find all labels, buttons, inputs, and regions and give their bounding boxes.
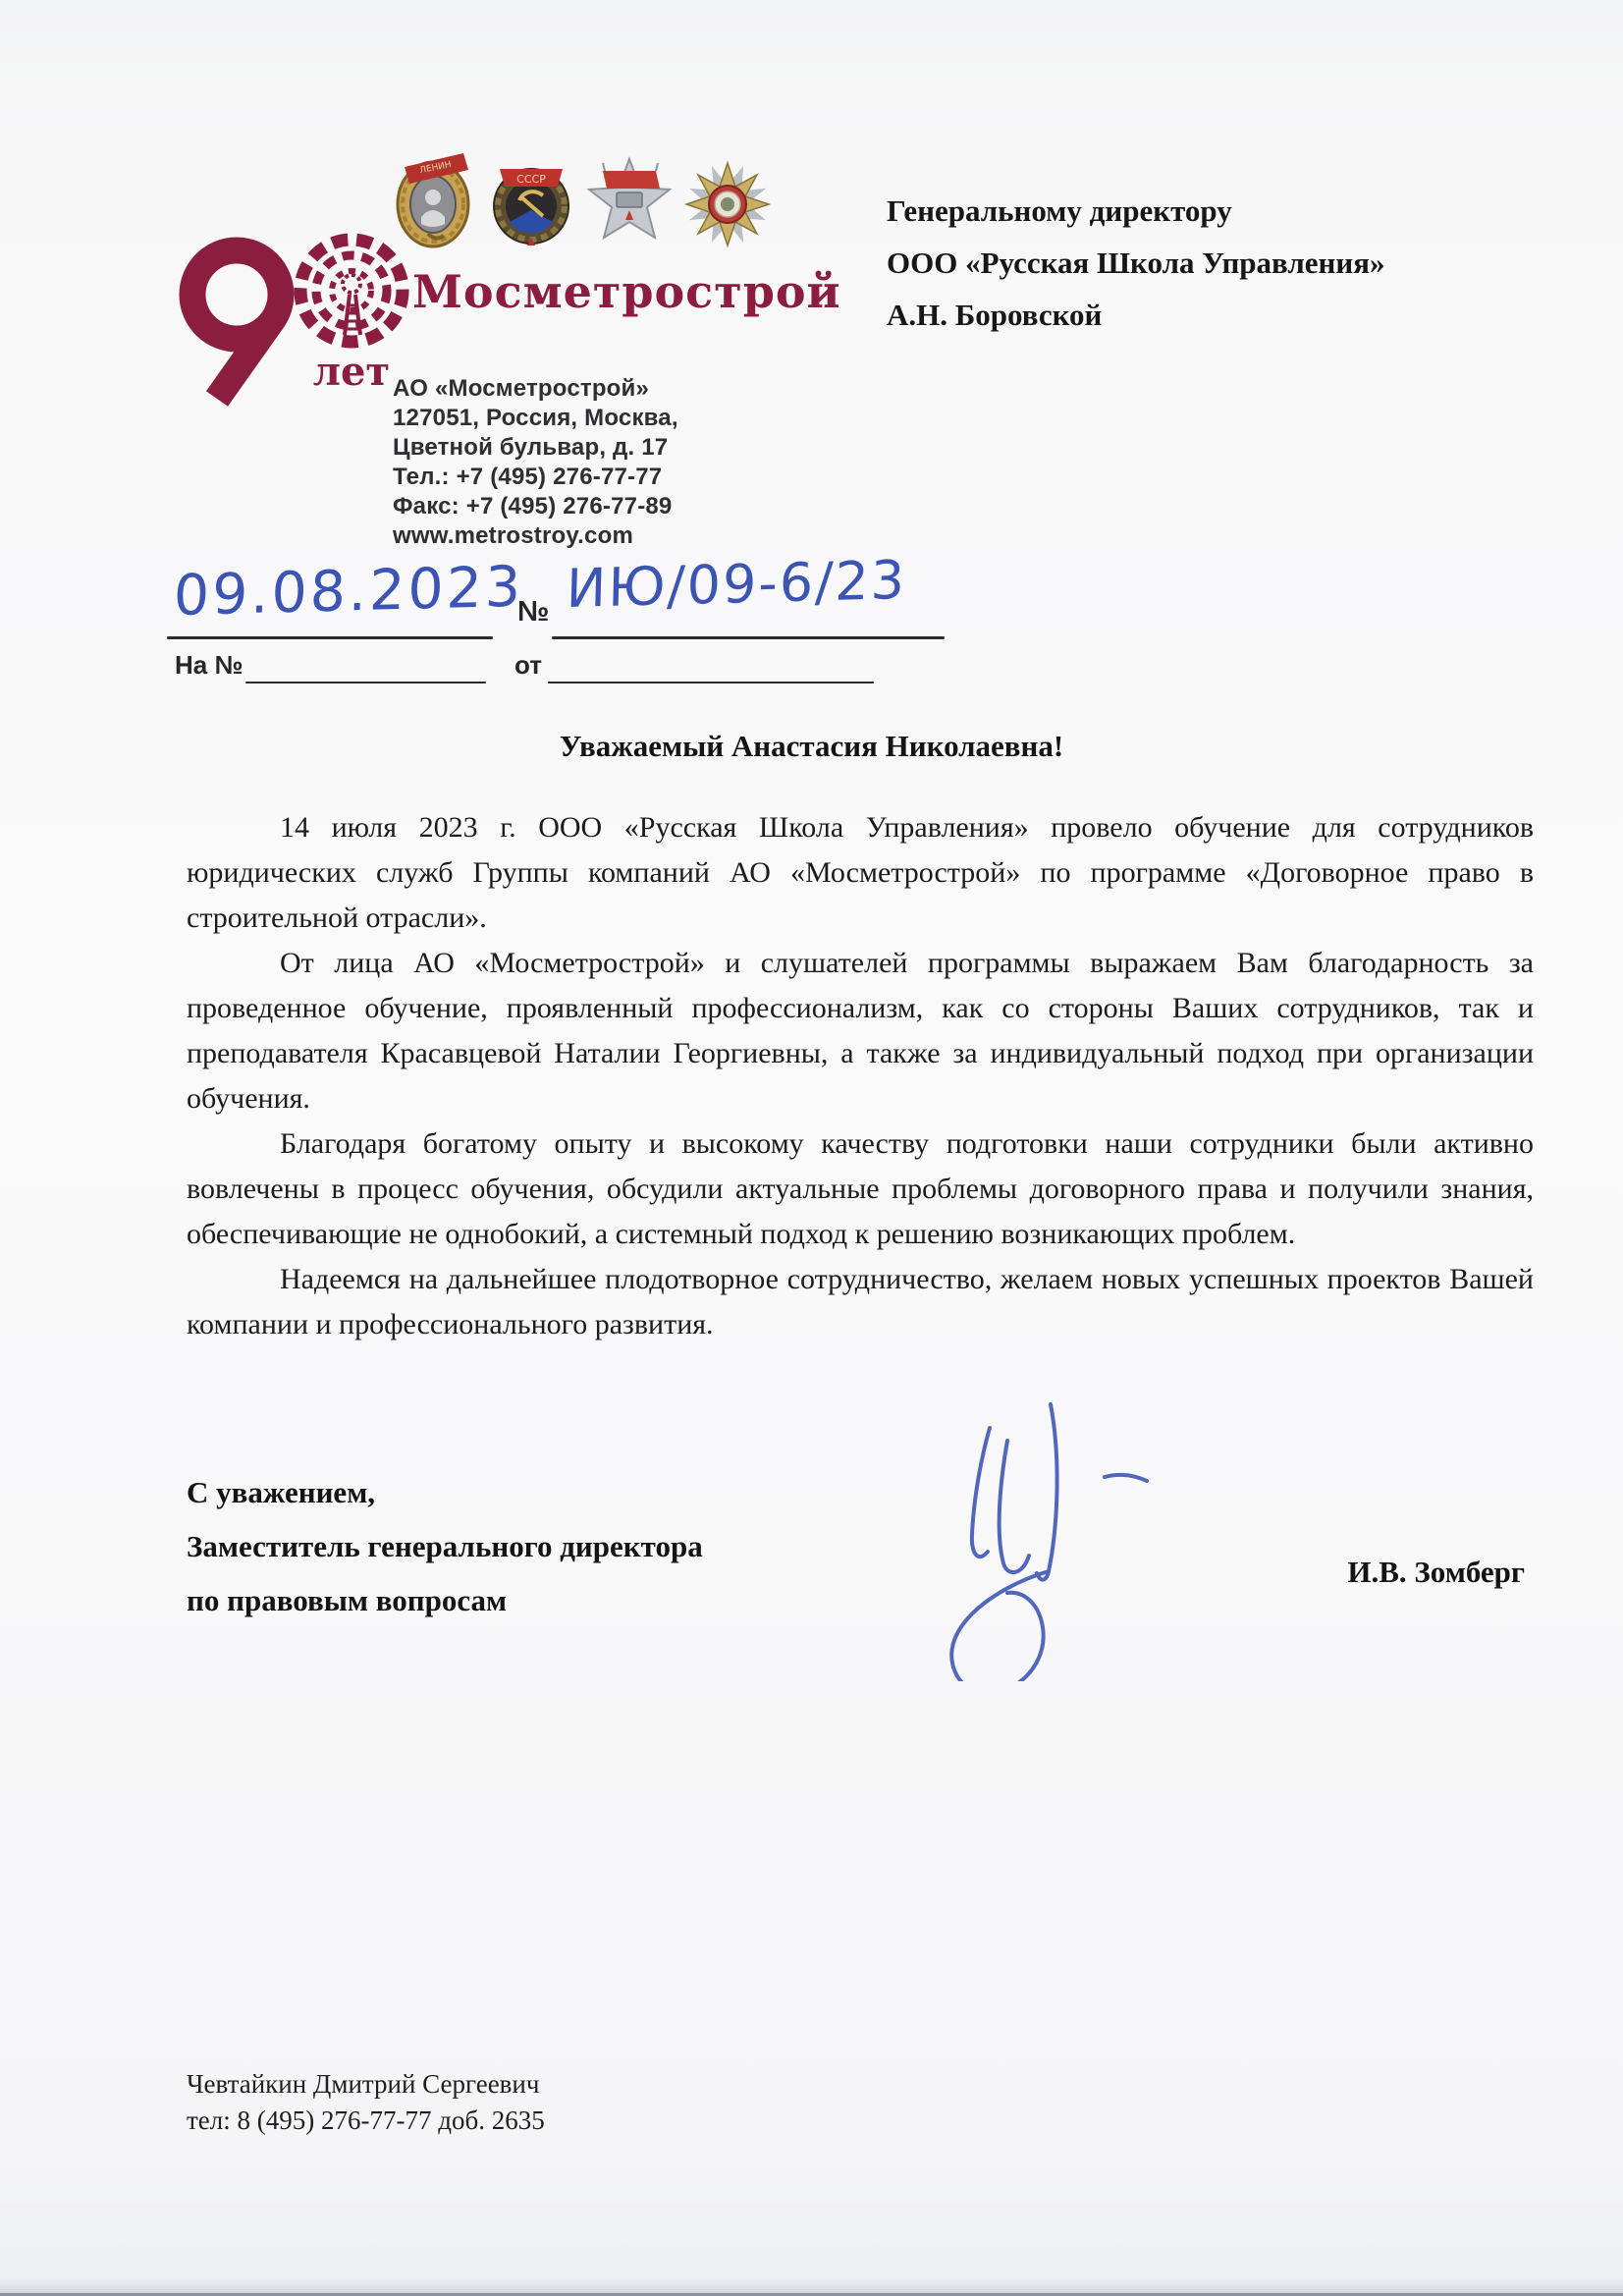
scan-shadow xyxy=(0,2277,1623,2293)
years-label: лет xyxy=(312,349,391,395)
reply-to-label: На № xyxy=(175,650,243,680)
executor-phone: тел: 8 (495) 276-77-77 доб. 2635 xyxy=(187,2105,545,2135)
recipient-block xyxy=(887,185,1385,341)
closing-line: по правовым вопросам xyxy=(187,1583,508,1617)
handwritten-date: 09.08.2023 xyxy=(173,554,524,629)
executor-contact-block xyxy=(187,2066,545,2139)
paragraph: Надеемся на дальнейшее плодотворное сотрудничество, желаем новых успешных проектов Вашей компании и профессионального развития. xyxy=(187,1263,1534,1340)
sender-line: Цветной бульвар, д. 17 xyxy=(393,434,669,461)
closing-block xyxy=(187,1465,703,1627)
sender-line: Факс: +7 (495) 276-77-89 xyxy=(393,493,673,519)
svg-text:СССР: СССР xyxy=(516,173,546,186)
brand-name: Мосметрострой xyxy=(412,265,841,318)
reply-from-label: от xyxy=(514,650,542,680)
recipient-line: ООО «Русская Школа Управления» xyxy=(887,246,1385,280)
order-of-october-revolution-icon xyxy=(585,143,674,251)
paragraph: От лица АО «Мосметрострой» и слушателей программы выражаем Вам благодарность за проведенное обучение, проявленный профессионализм, как со стороны Ваших сотрудников, так и преподавателя Красавцевой Наталии Георгиевны, а также за индивидуальный подход при организации обучения. xyxy=(187,947,1534,1115)
handwritten-outgoing-number: ИЮ/09-6/23 xyxy=(566,548,907,620)
order-of-friendship-star-icon xyxy=(683,143,772,251)
handwritten-signature xyxy=(913,1387,1188,1681)
sender-line: АО «Мосметрострой» xyxy=(393,375,650,402)
svg-text:ЛЕНИН: ЛЕНИН xyxy=(418,160,453,177)
number-sign-label: № xyxy=(517,596,550,628)
order-of-red-banner-of-labour-icon xyxy=(487,143,575,251)
metrostroy-90-years-logo xyxy=(124,216,423,417)
number-underline xyxy=(552,636,945,639)
salutation: Уважаемый Анастасия Николаевна! xyxy=(559,729,1064,763)
sender-line: 127051, Россия, Москва, xyxy=(393,405,678,431)
reply-from-blank-line xyxy=(548,682,874,683)
recipient-line: Генеральному директору xyxy=(887,193,1232,228)
closing-line: С уважением, xyxy=(187,1475,376,1509)
signer-name: И.В. Зомберг xyxy=(1347,1555,1525,1589)
paragraph: Благодаря богатому опыту и высокому качеству подготовки наши сотрудники были активно вовлечены в процесс обучения, обсудили актуальные проблемы договорного права и получили знания, обеспечивающие не однобокий, а системный подход к решению возникающих проблем. xyxy=(187,1127,1534,1250)
executor-name: Чевтайкин Дмитрий Сергеевич xyxy=(187,2069,540,2099)
soviet-medals-row xyxy=(389,143,772,251)
sender-line: Тел.: +7 (495) 276-77-77 xyxy=(393,464,663,490)
reply-to-blank-line xyxy=(245,682,486,683)
letter-body xyxy=(187,805,1534,1347)
sender-website: www.metrostroy.com xyxy=(393,522,633,549)
closing-line: Заместитель генерального директора xyxy=(187,1529,703,1563)
date-underline xyxy=(167,636,493,639)
paragraph: 14 июля 2023 г. ООО «Русская Школа Управления» провело обучение для сотрудников юридических служб Группы компаний АО «Мосметрострой» по программе «Договорное право в строительной отрасли». xyxy=(187,811,1534,934)
recipient-line: А.Н. Боровской xyxy=(887,298,1103,332)
sender-address-block xyxy=(393,374,678,551)
